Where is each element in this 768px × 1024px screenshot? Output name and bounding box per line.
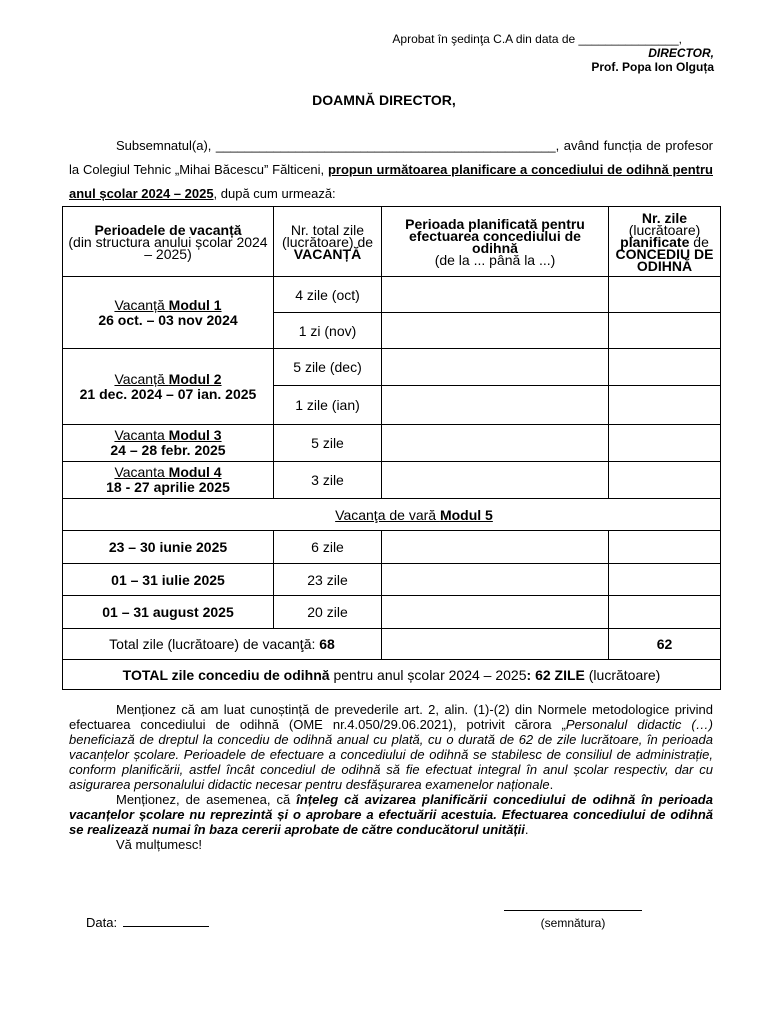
summer-august-dates: 01 – 31 august 2025 xyxy=(63,596,274,629)
signature-label: (semnătura) xyxy=(540,916,606,930)
notes-p1-end: . xyxy=(549,777,554,792)
header-total-days xyxy=(274,207,382,277)
planned-days-input[interactable] xyxy=(609,564,721,596)
grand-total-row xyxy=(63,660,721,690)
summer-june-dates: 23 – 30 iunie 2025 xyxy=(63,531,274,564)
header-leave-days xyxy=(609,207,721,277)
module2-mod: Modul 2 xyxy=(168,370,222,387)
planned-days-input[interactable] xyxy=(609,596,721,629)
summer-july-days: 23 zile xyxy=(274,564,382,596)
notes-p2-intro: Menționez, de asemenea, că xyxy=(116,792,297,807)
module4-dates: 18 - 27 aprilie 2025 xyxy=(106,479,230,495)
intro-proposal: propun următoarea planificare a concediului de odihnă pentru anul școlar 2024 – 2025 xyxy=(69,162,713,201)
module5-label: Vacanţa de vară xyxy=(335,506,440,523)
planned-period-input[interactable] xyxy=(382,277,609,313)
module4-cell xyxy=(63,462,274,499)
planned-period-input[interactable] xyxy=(382,386,609,425)
grand-total-label: TOTAL zile concediu de odihnă xyxy=(122,666,330,683)
date-label: Data: xyxy=(86,915,118,930)
module2-cell xyxy=(63,349,274,425)
grand-total-year: pentru anul școlar 2024 – 2025 xyxy=(329,666,527,683)
planned-period-input[interactable] xyxy=(382,313,609,349)
notes-thanks: Vă mulțumesc! xyxy=(116,837,202,852)
planned-days-input[interactable] xyxy=(609,349,721,386)
page-title: DOAMNĂ DIRECTOR, xyxy=(312,92,456,108)
planned-days-input[interactable] xyxy=(609,425,721,462)
summer-august-days: 20 zile xyxy=(274,596,382,629)
vacation-table xyxy=(62,206,721,690)
table-row xyxy=(63,462,721,499)
date-field xyxy=(86,914,209,930)
approval-line: Aprobat în şedinţa C.A din data de _______________, xyxy=(392,32,682,46)
header-periods-sub: (din structura anului școlar 2024 – 2025) xyxy=(68,233,268,262)
table-row xyxy=(63,564,721,596)
summer-july-dates: 01 – 31 iulie 2025 xyxy=(63,564,274,596)
header-leave-de: de xyxy=(689,233,709,250)
planned-period-input[interactable] xyxy=(382,596,609,629)
director-name: Prof. Popa Ion Olguța xyxy=(591,60,714,74)
module2-label: Vacanță xyxy=(114,370,169,387)
planned-period-input[interactable] xyxy=(382,564,609,596)
module1-days-oct: 4 zile (oct) xyxy=(274,277,382,313)
module4-days: 3 zile xyxy=(274,462,382,499)
grand-total-cell xyxy=(63,660,721,690)
table-header-row xyxy=(63,207,721,277)
header-planned-sub: (de la ... până la ...) xyxy=(434,251,556,268)
planned-days-input[interactable] xyxy=(609,277,721,313)
header-periods-title: Perioadele de vacanță xyxy=(94,221,242,238)
signature-input[interactable] xyxy=(504,910,642,911)
total-vacation-value: 68 xyxy=(319,636,335,652)
director-title: DIRECTOR, xyxy=(648,46,714,60)
header-total-days-text: Nr. total zile (lucrătoare) de xyxy=(281,221,374,250)
table-row xyxy=(63,425,721,462)
table-row xyxy=(63,349,721,386)
table-row xyxy=(63,531,721,564)
module5-cell xyxy=(63,499,721,531)
notes-section xyxy=(69,702,713,852)
module1-dates: 26 oct. – 03 nov 2024 xyxy=(98,311,238,328)
module3-cell xyxy=(63,425,274,462)
module2-days-ian: 1 zile (ian) xyxy=(274,386,382,425)
intro-text: Subsemnatul(a), _______________________________________________, având funcția de profesor la Colegiul Tehnic „Mihai Băcescu” Fălticeni, xyxy=(69,138,713,177)
table-row xyxy=(63,499,721,531)
notes-p1-quote: Personalul didactic (…) beneficiază de dreptul la concediu de odihnă anual cu plată, cu o durată de 62 de zile lucrătoare, în perioada vacanțelor școlare. Perioadele de efectuare a concediului de odihnă se stabilesc de consiliul de administrație, conform planificării, astfel încât concediul de odihnă să fie efectuat integral în anul școlar respectiv, dar cu asigurarea personalului didactic necesar pentru desfășurarea examenelor naționale xyxy=(69,717,713,792)
notes-paragraph-1 xyxy=(69,702,713,792)
notes-p2-end: . xyxy=(524,822,529,837)
header-planned-period xyxy=(382,207,609,277)
notes-p1-intro: Menționez că am luat cunoștință de prevederile art. 2, alin. (1)-(2) din Normele metodologice privind efectuarea concediului de odihnă (OME nr.4.050/29.06.2021), potrivit cărora „ xyxy=(69,702,713,732)
intro-end: , după cum urmează: xyxy=(213,186,336,201)
header-leave-concediu: CONCEDIU DE ODIHNĂ xyxy=(615,245,714,274)
header-leave-nr: Nr. zile xyxy=(641,209,688,226)
module1-mod: Modul 1 xyxy=(168,296,222,313)
planned-period-input[interactable] xyxy=(382,462,609,499)
notes-paragraph-2 xyxy=(69,792,713,837)
table-row xyxy=(63,596,721,629)
total-vacation-label: Total zile (lucrătoare) de vacanţă: xyxy=(109,636,316,652)
module5-mod: Modul 5 xyxy=(439,506,493,523)
notes-p2-bold: înțeleg că avizarea planificării concediului de odihnă în perioada vacanțelor școlare nu reprezintă și o aprobare a efectuării acestuia. Efectuarea concediului de odihnă se realizează numai în baza cererii aprobate de către conducătorul unității xyxy=(69,792,713,837)
date-input[interactable] xyxy=(123,914,209,927)
module4-label: Vacanta xyxy=(114,464,169,480)
summer-june-days: 6 zile xyxy=(274,531,382,564)
planned-days-input[interactable] xyxy=(609,313,721,349)
planned-days-input[interactable] xyxy=(609,531,721,564)
planned-period-input[interactable] xyxy=(382,425,609,462)
module4-mod: Modul 4 xyxy=(168,464,222,480)
grand-total-suffix: (lucrătoare) xyxy=(584,666,661,683)
planned-period-input[interactable] xyxy=(382,531,609,564)
planned-days-input[interactable] xyxy=(609,462,721,499)
header-total-days-bold: VACANȚĂ xyxy=(293,245,362,262)
header-periods xyxy=(63,207,274,277)
planned-period-input[interactable] xyxy=(382,349,609,386)
module3-label: Vacanta xyxy=(114,427,169,443)
module2-dates: 21 dec. 2024 – 07 ian. 2025 xyxy=(79,385,257,402)
module1-cell xyxy=(63,277,274,349)
module1-label: Vacanță xyxy=(114,296,169,313)
planned-days-input[interactable] xyxy=(609,386,721,425)
table-row xyxy=(63,277,721,313)
total-planned-value: 62 xyxy=(609,629,721,660)
module3-mod: Modul 3 xyxy=(168,427,222,443)
total-period-cell xyxy=(382,629,609,660)
module3-dates: 24 – 28 febr. 2025 xyxy=(110,442,226,458)
grand-total-days: : 62 ZILE xyxy=(526,666,585,683)
total-row xyxy=(63,629,721,660)
header-leave-planned: planificate xyxy=(620,233,690,250)
header-leave-working: (lucrătoare) xyxy=(628,221,701,238)
total-vacation-cell xyxy=(63,629,382,660)
module2-days-dec: 5 zile (dec) xyxy=(274,349,382,386)
module1-days-nov: 1 zi (nov) xyxy=(274,313,382,349)
module3-days: 5 zile xyxy=(274,425,382,462)
intro-paragraph xyxy=(69,134,713,206)
header-planned-title: Perioada planificată pentru efectuarea concediului de odihnă xyxy=(405,215,585,256)
